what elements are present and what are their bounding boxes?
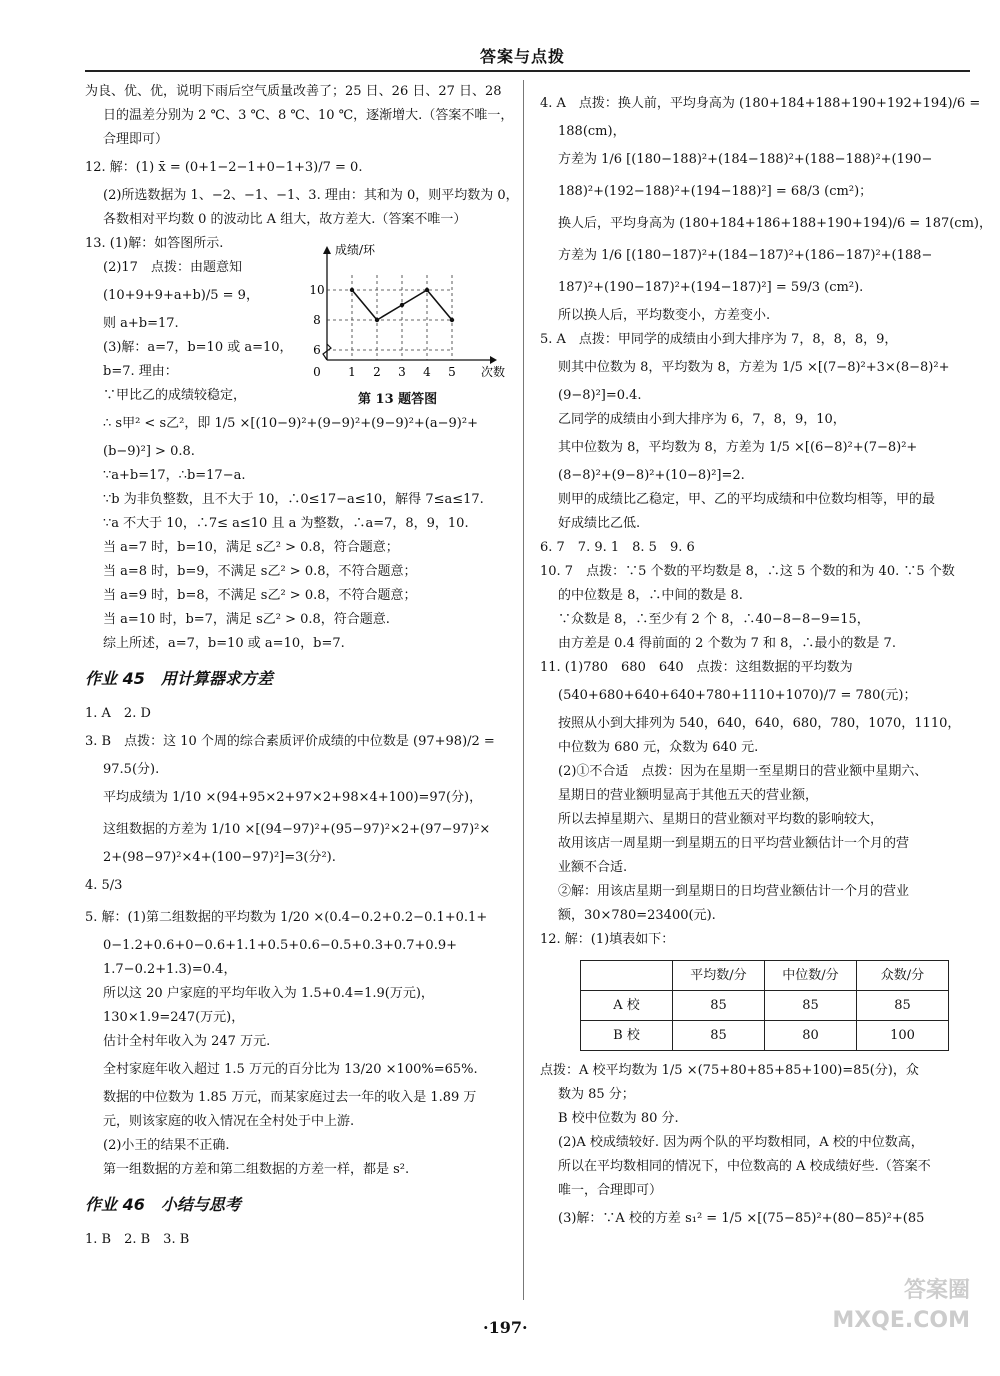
text-line: (2)17 点拨：由题意知 bbox=[103, 260, 242, 275]
text-line: (3)解：∵A 校的方差 s₁² = 1/5 ×[(75−85)²+(80−85)²+(85 bbox=[558, 1211, 925, 1226]
data-point bbox=[350, 288, 354, 292]
text-line: (9−8)²]=0.4. bbox=[558, 388, 642, 403]
table-cell: 100 bbox=[857, 1021, 949, 1051]
text-line: 估计全村年收入为 247 万元. bbox=[103, 1034, 271, 1049]
text-line: 全村家庭年收入超过 1.5 万元的百分比为 13/20 ×100%=65%. bbox=[103, 1062, 478, 1077]
table-header-row bbox=[581, 961, 949, 991]
text-line: 187)²+(190−187)²+(194−187)²] = 59/3 (cm²). bbox=[558, 280, 864, 295]
text-line: 12. 解：(1)填表如下： bbox=[540, 932, 675, 947]
text-line: 按照从小到大排列为 540，640，640，680，780，1070，1110， bbox=[558, 716, 961, 731]
text-line: 各数相对平均数 0 的波动比 A 组大，故方差大.（答案不唯一） bbox=[103, 212, 467, 227]
text-line: 方差为 1/6 [(180−187)²+(184−187)²+(186−187)²+(188− bbox=[558, 248, 933, 263]
data-point bbox=[375, 318, 379, 322]
text-line: ∴ s甲² < s乙²，即 1/5 ×[(10−9)²+(9−9)²+(9−9)²+(a−9)²+ bbox=[103, 416, 478, 431]
text-line: 第一组数据的方差和第二组数据的方差一样，都是 s². bbox=[103, 1162, 410, 1177]
text-line: 0−1.2+0.6+0−0.6+1.1+0.5+0.6−0.5+0.3+0.7+0.9+ bbox=[103, 938, 457, 953]
text-line: ∵b 为非负整数，且不大于 10，∴0≤17−a≤10，解得 7≤a≤17. bbox=[103, 492, 484, 507]
text-line: (3)解：a=7，b=10 或 a=10， bbox=[103, 340, 293, 355]
y-axis-label: 成绩/环 bbox=[335, 243, 376, 257]
text-line: 当 a=7 时，b=10，满足 s乙² > 0.8，符合题意； bbox=[103, 540, 399, 555]
score-table bbox=[580, 960, 949, 1051]
x-tick-label: 4 bbox=[423, 365, 431, 379]
text-line: 6. 7 7. 9. 1 8. 5 9. 6 bbox=[540, 540, 695, 555]
text-line: 故用该店一周星期一到星期五的日平均营业额估计一个月的营 bbox=[558, 836, 910, 851]
watermark-logo bbox=[830, 1276, 970, 1346]
text-line: 11. (1)780 680 640 点拨：这组数据的平均数为 bbox=[540, 660, 853, 675]
text-line: 188)²+(192−188)²+(194−188)²] = 68/3 (cm²)； bbox=[558, 184, 873, 199]
chart-labels bbox=[309, 242, 505, 379]
text-line: 合理即可） bbox=[103, 132, 169, 147]
chart-caption: 第 13 题答图 bbox=[358, 392, 438, 407]
x-axis-label: 次数 bbox=[480, 365, 505, 379]
text-line: 5. A 点拨：甲同学的成绩由小到大排序为 7，8，8，8，9， bbox=[540, 332, 898, 347]
text-line: 点拨：A 校平均数为 1/5 ×(75+80+85+85+100)=85(分)，众 bbox=[540, 1063, 919, 1078]
text-line: 所以在平均数相同的情况下，中位数高的 A 校成绩好些.（答案不 bbox=[558, 1159, 931, 1174]
y-tick-label: 6 bbox=[313, 343, 321, 357]
data-point bbox=[450, 318, 454, 322]
table-cell: 85 bbox=[765, 991, 857, 1021]
y-axis-arrow bbox=[323, 246, 331, 254]
text-line: 这组数据的方差为 1/10 ×[(94−97)²+(95−97)²×2+(97−97)²× bbox=[103, 822, 491, 837]
text-line: 1.7−0.2+1.3)=0.4， bbox=[103, 962, 237, 977]
text-line: 当 a=8 时，b=9，不满足 s乙² > 0.8，不符合题意； bbox=[103, 564, 417, 579]
text-line: 好成绩比乙低. bbox=[558, 516, 641, 531]
text-line: 数据的中位数为 1.85 万元，而某家庭过去一年的收入是 1.89 万 bbox=[103, 1090, 477, 1105]
text-line: 中位数为 680 元，众数为 640 元. bbox=[558, 740, 759, 755]
text-line: 3. B 点拨：这 10 个周的综合素质评价成绩的中位数是 (97+98)/2 = bbox=[85, 734, 495, 749]
score-line-chart bbox=[305, 240, 505, 405]
text-line: 所以这 20 户家庭的平均年收入为 1.5+0.4=1.9(万元)， bbox=[103, 986, 434, 1001]
text-line: 12. 解：(1) x̄ = (0+1−2−1+0−1+3)/7 = 0. bbox=[85, 160, 363, 175]
text-line: 则甲的成绩比乙稳定，甲、乙的平均成绩和中位数均相等，甲的最 bbox=[558, 492, 936, 507]
table-cell: A 校 bbox=[581, 991, 673, 1021]
text-line: ∵众数是 8，∴至少有 2 个 8，∴40−8−8−9=15， bbox=[558, 612, 870, 627]
text-line: 1. A 2. D bbox=[85, 706, 151, 721]
chart-grid bbox=[327, 275, 452, 360]
text-line: 4. 5/3 bbox=[85, 878, 123, 893]
y-tick-label: 10 bbox=[309, 283, 325, 297]
section-title-hw45: 作业 45 用计算器求方差 bbox=[85, 669, 273, 688]
page-number: ·197· bbox=[483, 1318, 528, 1337]
text-line: 换人后，平均身高为 (180+184+186+188+190+194)/6 = 187(cm)， bbox=[558, 216, 992, 231]
text-line: 当 a=10 时，b=7，满足 s乙² > 0.8，符合题意. bbox=[103, 612, 390, 627]
text-line: 数为 85 分； bbox=[558, 1087, 635, 1102]
text-line: 当 a=9 时，b=8，不满足 s乙² > 0.8，不符合题意； bbox=[103, 588, 417, 603]
text-line: 所以换人后，平均数变小，方差变小. bbox=[558, 308, 771, 323]
text-line: 方差为 1/6 [(180−188)²+(184−188)²+(188−188)²+(190− bbox=[558, 152, 933, 167]
text-line: 4. A 点拨：换人前，平均身高为 (180+184+188+190+192+194)/6 = bbox=[540, 96, 981, 111]
header-rule bbox=[85, 70, 970, 72]
text-line: (8−8)²+(9−8)²+(10−8)²]=2. bbox=[558, 468, 745, 483]
watermark-text: 答案圈 bbox=[903, 1278, 970, 1303]
text-line: 日的温差分别为 2 ℃、3 ℃、8 ℃、10 ℃，逐渐增大.（答案不唯一， bbox=[103, 108, 514, 123]
table-cell: 80 bbox=[765, 1021, 857, 1051]
text-line: 其中位数为 8，平均数为 8，方差为 1/5 ×[(6−8)²+(7−8)²+ bbox=[558, 440, 918, 455]
page-header-title: 答案与点拨 bbox=[480, 47, 566, 66]
x-tick-label: 2 bbox=[373, 365, 381, 379]
text-line: 1. B 2. B 3. B bbox=[85, 1232, 190, 1247]
column-divider bbox=[523, 80, 524, 1300]
text-line: 188(cm)， bbox=[558, 124, 626, 139]
text-line: 130×1.9=247(万元)， bbox=[103, 1010, 245, 1025]
right-column bbox=[540, 88, 992, 1235]
text-line: (540+680+640+640+780+1110+1070)/7 = 780(元)； bbox=[558, 688, 917, 703]
table-header-cell: 中位数/分 bbox=[765, 961, 857, 991]
table-row bbox=[581, 991, 949, 1021]
text-line: (2)A 校成绩较好. 因为两个队的平均数相同，A 校的中位数高， bbox=[558, 1135, 924, 1150]
chart-axes bbox=[323, 246, 497, 364]
text-line: (b−9)²] > 0.8. bbox=[103, 444, 195, 459]
table-cell: 85 bbox=[673, 1021, 765, 1051]
data-point bbox=[400, 303, 404, 307]
y-tick-label: 8 bbox=[313, 313, 321, 327]
text-line: 综上所述，a=7，b=10 或 a=10，b=7. bbox=[103, 636, 345, 651]
table-cell: 85 bbox=[857, 991, 949, 1021]
text-line: 2+(98−97)²×4+(100−97)²]=3(分²). bbox=[103, 850, 336, 865]
table-cell: 85 bbox=[673, 991, 765, 1021]
table-header-cell bbox=[581, 961, 673, 991]
text-line: (2)所选数据为 1、−2、−1、−1、3. 理由：其和为 0，则平均数为 0， bbox=[103, 188, 519, 203]
section-title-hw46: 作业 46 小结与思考 bbox=[85, 1195, 241, 1214]
text-line: 元，则该家庭的收入情况在全村处于中上游. bbox=[103, 1114, 355, 1129]
text-line: b=7. 理由： bbox=[103, 364, 178, 379]
table-header-cell: 众数/分 bbox=[857, 961, 949, 991]
x-tick-label: 3 bbox=[398, 365, 406, 379]
table-header-cell: 平均数/分 bbox=[673, 961, 765, 991]
text-line: 星期日的营业额明显高于其他五天的营业额， bbox=[558, 788, 819, 803]
text-line: 10. 7 点拨：∵5 个数的平均数是 8，∴这 5 个数的和为 40. ∵5 个数 bbox=[540, 564, 955, 579]
text-line: (2)①不合适 点拨：因为在星期一至星期日的营业额中星期六、 bbox=[558, 764, 928, 779]
text-line: 的中位数是 8，∴中间的数是 8. bbox=[558, 588, 743, 603]
x-axis-arrow bbox=[490, 356, 497, 364]
text-line: 乙同学的成绩由小到大排序为 6，7，8，9，10， bbox=[558, 412, 846, 427]
text-line: 平均成绩为 1/10 ×(94+95×2+97×2+98×4+100)=97(分)， bbox=[103, 790, 483, 805]
text-line: 为良、优、优，说明下雨后空气质量改善了；25 日、26 日、27 日、28 bbox=[85, 84, 502, 99]
text-line: 97.5(分). bbox=[103, 762, 160, 777]
text-line: 则其中位数为 8，平均数为 8，方差为 1/5 ×[(7−8)²+3×(8−8)²+ bbox=[558, 360, 950, 375]
table-cell: B 校 bbox=[581, 1021, 673, 1051]
text-line: (2)小王的结果不正确. bbox=[103, 1138, 230, 1153]
data-point bbox=[425, 288, 429, 292]
text-line: (10+9+9+a+b)/5 = 9， bbox=[103, 288, 259, 303]
text-line: 5. 解：(1)第二组数据的平均数为 1/20 ×(0.4−0.2+0.2−0.1+0.1+ bbox=[85, 910, 488, 925]
text-line: B 校中位数为 80 分. bbox=[558, 1111, 679, 1126]
x-tick-label: 5 bbox=[448, 365, 456, 379]
watermark-text: MXQE.COM bbox=[832, 1308, 970, 1333]
table-row bbox=[581, 1021, 949, 1051]
text-line: 13. (1)解：如答图所示. bbox=[85, 236, 224, 251]
x-tick-label: 1 bbox=[348, 365, 356, 379]
text-line: ∵a 不大于 10，∴7≤ a≤10 且 a 为整数，∴a=7，8，9，10. bbox=[103, 516, 469, 531]
text-line: 唯一，合理即可） bbox=[558, 1183, 663, 1198]
text-line: 业额不合适. bbox=[558, 860, 628, 875]
text-line: ∵甲比乙的成绩较稳定， bbox=[103, 388, 247, 403]
text-line: 额，30×780=23400(元). bbox=[558, 908, 716, 923]
x-tick-label: 0 bbox=[313, 365, 321, 379]
text-line: 则 a+b=17. bbox=[103, 316, 179, 331]
text-line: 所以去掉星期六、星期日的营业额对平均数的影响较大， bbox=[558, 812, 884, 827]
text-line: 由方差是 0.4 得前面的 2 个数为 7 和 8，∴最小的数是 7. bbox=[558, 636, 896, 651]
text-line: ②解：用该店星期一到星期日的日均营业额估计一个月的营业 bbox=[558, 884, 910, 899]
text-line: ∵a+b=17，∴b=17−a. bbox=[103, 468, 246, 483]
